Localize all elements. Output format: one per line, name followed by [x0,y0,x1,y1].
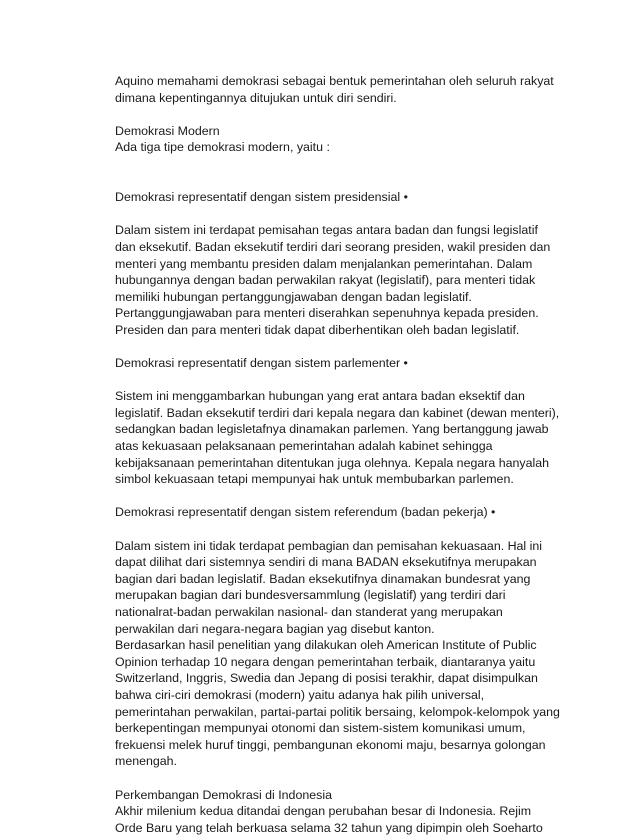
paragraph-referendum [115,538,575,770]
paragraph-presidential [115,222,575,338]
text-line: frekuensi melek huruf tinggi, pembangunan ekonomi maju, besarnya golongan [115,737,546,752]
text-line: Akhir milenium kedua ditandai dengan perubahan besar di Indonesia. Rejim [115,804,532,819]
text-line: pemerintahan perwakilan, partai-partai politik bersaing, kelompok-kelompok yang [115,704,560,719]
heading-presidential [115,189,575,206]
text-line: Switzerland, Inggris, Swedia dan Jepang di posisi terakhir, dapat disimpulkan [115,671,538,686]
text-line: perwakilan dari negara-negara bagian yag disebut kanton. [115,621,435,636]
text-line: kebijaksanaan pemerintahan ditentukan juga olehnya. Kepala negara hanyalah [115,455,549,470]
text-line: sedangkan badan legisletafnya dinamakan parlemen. Yang bertanggung jawab [115,422,549,437]
text-line: legislatif. Badan eksekutif terdiri dari kepala negara dan kabinet (dewan menteri), [115,405,560,420]
text-line: nationalrat-badan perwakilan nasional- dan standerat yang merupakan [115,605,503,619]
heading-parliamentary [115,355,575,372]
text-line: memiliki hubungan pertanggungjawaban dengan badan legislatif. [115,289,472,304]
text-line: Pertanggungjawaban para menteri diserahkan sepenuhnya kepada presiden. [115,306,539,321]
text-line: bahwa ciri-ciri demokrasi (modern) yaitu adanya hak pilih universal, [115,687,485,702]
text-line: hubungannya dengan badan perwakilan rakyat (legislatif), para menteri tidak [115,273,536,288]
subsection-heading: Demokrasi representatif dengan sistem presidensial • [115,190,408,205]
text-line: dimana kepentingannya ditujukan untuk diri sendiri. [115,90,397,105]
text-line: bagian dari badan legislatif. Badan eksekutifnya dinamakan bundesrat yang [115,571,531,586]
text-line: Aquino memahami demokrasi sebagai bentuk pemerintahan oleh seluruh rakyat [115,74,554,88]
text-line: simbol kekuasaan tetapi mempunyai hak untuk membubarkan parlemen. [115,472,514,487]
section-heading: Demokrasi Modern [115,123,220,138]
subsection-heading: Demokrasi representatif dengan sistem parlementer • [115,356,408,371]
paragraph-intro [115,73,575,106]
paragraph-modern-democracy [115,123,575,156]
text-line: Opinion terhadap 10 negara dengan pemerintahan terbaik, diantaranya yaitu [115,654,536,669]
document-body [115,73,575,836]
paragraph-indonesia [115,787,575,836]
text-line: dan eksekutif. Badan eksekutif terdiri dari seorang presiden, wakil presiden dan [115,239,551,254]
text-line: Dalam sistem ini tidak terdapat pembagian dan pemisahan kekuasaan. Hal ini [115,538,543,553]
paragraph-parliamentary [115,388,575,488]
text-line: merupakan bagian dari bundesversammlung (legislatif) yang terdiri dari [115,588,506,603]
text-line: Sistem ini menggambarkan hubungan yang erat antara badan eksektif dan [115,389,525,404]
text-line: menteri yang membantu presiden dalam menjalankan pemerintahan. Dalam [115,256,533,271]
subsection-heading: Demokrasi representatif dengan sistem referendum (badan pekerja) • [115,505,496,520]
section-heading: Perkembangan Demokrasi di Indonesia [115,787,332,802]
text-line: berkepentingan mempunyai otonomi dan sistem-sistem komunikasi umum, [115,721,526,736]
text-line: Berdasarkan hasil penelitian yang dilakukan oleh American Institute of Public [115,638,537,653]
text-line: atas kekuasaan pelaksanaan pemerintahan adalah kabinet sehingga [115,439,493,454]
text-line: Ada tiga tipe demokrasi modern, yaitu : [115,140,330,155]
text-line: dapat dilihat dari sistemnya sendiri di mana BADAN eksekutifnya merupakan [115,555,537,570]
text-line: Dalam sistem ini terdapat pemisahan tegas antara badan dan fungsi legislatif [115,223,538,238]
text-line: menengah. [115,754,178,769]
text-line: Presiden dan para menteri tidak dapat diberhentikan oleh badan legislatif. [115,322,520,337]
text-line: Orde Baru yang telah berkuasa selama 32 tahun yang dipimpin oleh Soeharto [115,820,543,835]
heading-referendum [115,504,575,521]
